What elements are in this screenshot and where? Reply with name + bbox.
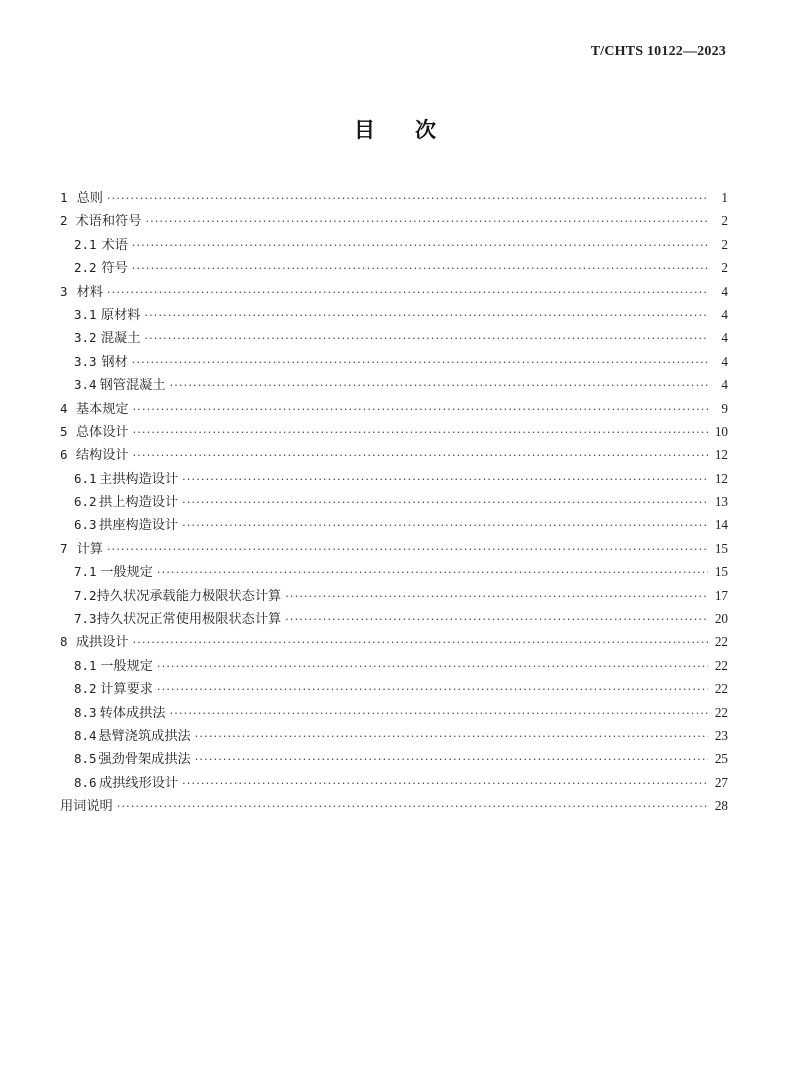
toc-dot-leader [107,538,708,561]
toc-entry-page: 2 [721,213,728,229]
toc-entry-number: 3.3 [74,353,97,369]
toc-entry[interactable] [60,467,728,490]
toc-entry-page: 2 [721,260,728,276]
toc-entry[interactable] [60,326,728,349]
toc-entry-title: 原材料 [100,307,141,323]
toc-entry-number: 8.6 [74,774,97,790]
toc-entry-number: 3.1 [74,306,97,322]
toc-entry-page: 28 [714,798,728,814]
toc-entry-title: 结构设计 [75,448,129,464]
toc-dot-leader [145,210,708,233]
toc-dot-leader [117,795,708,818]
toc-entry[interactable] [60,607,728,630]
toc-entry-number: 8.5 [74,751,97,767]
toc-entry-title: 钢管混凝土 [99,378,166,394]
toc-dot-leader [107,281,708,304]
toc-dot-leader [195,748,708,771]
page-title: 目次 [354,118,476,142]
toc-entry-title: 符号 [101,261,128,277]
toc-entry-title: 计算要求 [100,682,153,698]
toc-entry-number: 4 [60,400,68,416]
toc-entry-number: 8 [60,634,68,650]
toc-dot-leader [170,374,708,397]
toc-dot-leader [157,561,708,584]
toc-entry-page: 22 [714,634,728,650]
toc-entry-page: 22 [714,657,728,673]
toc-entry-page: 2 [721,236,728,252]
toc-dot-leader [182,772,708,795]
toc-entry-number: 2 [60,213,68,229]
toc-entry-number: 8.2 [74,681,97,697]
toc-entry[interactable] [60,677,728,700]
toc-entry[interactable] [60,256,728,279]
toc-entry-page: 4 [721,353,728,369]
toc-entry-title: 总则 [76,191,103,206]
toc-dot-leader [132,257,708,280]
toc-entry[interactable] [60,724,728,747]
toc-dot-leader [144,327,708,350]
toc-entry-title: 一般规定 [100,565,153,581]
toc-entry[interactable] [60,303,728,326]
toc-dot-leader [132,234,708,257]
toc-entry[interactable] [60,420,728,443]
toc-entry-title: 拱上构造设计 [99,495,179,511]
toc-entry[interactable] [60,209,728,232]
toc-entry-page: 10 [714,423,728,439]
toc-dot-leader [182,514,708,537]
toc-entry[interactable] [60,654,728,677]
toc-entry-title: 基本规定 [75,401,129,417]
toc-entry-page: 12 [714,447,728,463]
toc-entry-title: 钢材 [101,354,128,370]
toc-entry-number: 8.4 [74,727,97,743]
toc-entry[interactable] [60,584,728,607]
toc-entry-title: 拱座构造设计 [99,518,179,534]
toc-entry[interactable] [60,397,728,420]
toc-entry[interactable] [60,350,728,373]
toc-entry-page: 22 [714,681,728,697]
toc-entry-title: 成拱设计 [75,635,129,651]
toc-entry[interactable] [60,443,728,466]
toc-entry-number: 8.3 [74,704,97,720]
toc-entry-title: 总体设计 [75,424,129,440]
toc-entry[interactable] [60,490,728,513]
toc-entry[interactable] [60,373,728,396]
toc-dot-leader [157,678,708,701]
toc-dot-leader [182,491,708,514]
toc-entry-number: 7.2 [74,587,97,603]
toc-dot-leader [133,398,708,421]
toc-dot-leader [133,631,708,654]
toc-entry-title: 持久状况承载能力极限状态计算 [96,588,282,604]
toc-entry[interactable] [60,280,728,303]
toc-entry-page: 23 [714,727,728,743]
toc-entry-page: 20 [714,611,728,627]
toc-entry-page: 14 [714,517,728,533]
toc-entry-title: 主拱构造设计 [99,471,179,487]
toc-dot-leader [133,444,708,467]
toc-entry-page: 22 [714,704,728,720]
toc-entry-page: 15 [714,564,728,580]
toc-entry-page: 4 [721,377,728,393]
toc-entry-page: 12 [714,470,728,486]
toc-entry-page: 4 [721,306,728,322]
toc-entry[interactable] [60,186,728,209]
toc-dot-leader [285,608,708,631]
toc-dot-leader [157,655,708,678]
toc-entry-number: 3.2 [74,330,97,346]
toc-entry-page: 1 [721,190,728,205]
toc-entry-title: 用词说明 [60,799,113,815]
toc-entry-number: 8.1 [74,657,97,673]
toc-entry-number: 3 [60,283,68,299]
toc-dot-leader [144,304,708,327]
table-of-contents [60,186,728,818]
toc-entry[interactable] [60,794,728,817]
toc-entry-title: 混凝土 [100,331,141,347]
toc-entry[interactable] [60,630,728,653]
toc-entry-number: 6.3 [74,517,97,533]
toc-entry-title: 术语和符号 [75,214,142,230]
toc-entry-page: 17 [714,587,728,603]
toc-entry-page: 4 [721,283,728,299]
toc-entry[interactable] [60,513,728,536]
toc-entry-title: 转体成拱法 [99,705,166,721]
toc-entry-title: 强劲骨架成拱法 [98,752,191,768]
toc-entry-number: 7 [60,540,68,556]
toc-entry-title: 材料 [76,284,103,300]
toc-dot-leader [107,187,708,210]
toc-entry-number: 6 [60,447,68,463]
toc-entry-number: 7.3 [74,611,97,627]
toc-entry-title: 术语 [101,237,128,253]
document-code: T/CHTS 10122—2023 [590,44,726,59]
toc-entry-number: 2.1 [74,236,97,252]
toc-entry-title: 持久状况正常使用极限状态计算 [96,612,282,628]
toc-entry-title: 成拱线形设计 [99,775,179,791]
toc-entry-number: 3.4 [74,377,97,393]
toc-entry[interactable] [60,701,728,724]
toc-entry[interactable] [60,560,728,583]
toc-entry-title: 悬臂浇筑成拱法 [98,728,191,744]
toc-dot-leader [285,585,708,608]
toc-entry-number: 2.2 [74,260,97,276]
toc-dot-leader [133,421,708,444]
toc-entry-number: 6.2 [74,494,97,510]
toc-entry-page: 25 [714,751,728,767]
toc-dot-leader [170,702,708,725]
toc-entry[interactable] [60,537,728,560]
toc-dot-leader [132,351,708,374]
toc-dot-leader [182,468,708,491]
toc-entry-number: 7.1 [74,564,97,580]
toc-entry[interactable] [60,771,728,794]
toc-entry-page: 15 [714,540,728,556]
toc-entry[interactable] [60,747,728,770]
toc-entry-number: 6.1 [74,470,97,486]
toc-entry-title: 一般规定 [100,658,153,674]
toc-entry-title: 计算 [76,541,103,557]
toc-entry-number: 1 [60,190,68,205]
toc-dot-leader [195,725,708,748]
toc-entry[interactable] [60,233,728,256]
toc-entry-page: 27 [714,774,728,790]
toc-entry-page: 13 [714,494,728,510]
toc-entry-number: 5 [60,423,68,439]
toc-entry-page: 9 [721,400,728,416]
toc-entry-page: 4 [721,330,728,346]
